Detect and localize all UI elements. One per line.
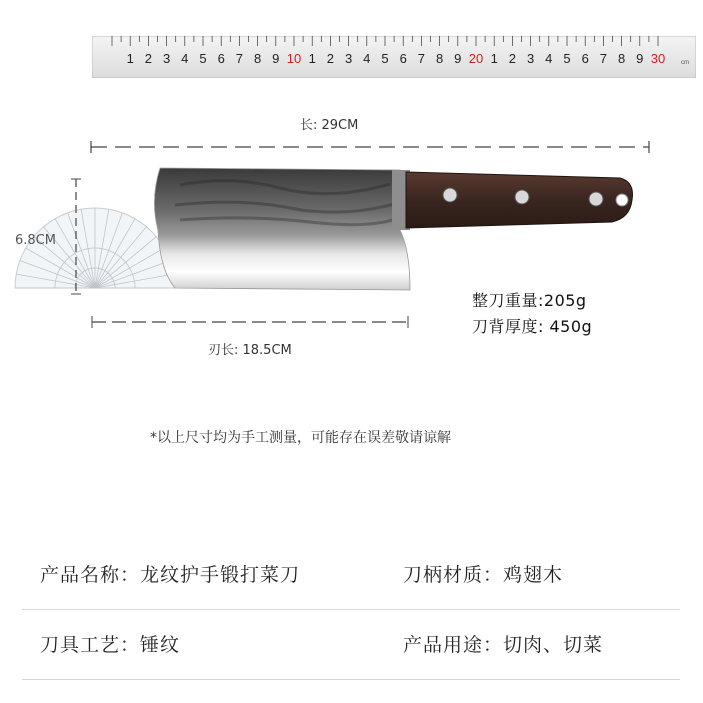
width-label: 6.8CM — [15, 233, 56, 248]
width-dimension-line — [70, 176, 82, 298]
svg-text:cm: cm — [681, 60, 689, 66]
ruler-number: 3 — [344, 51, 353, 66]
ruler-number: 4 — [545, 51, 553, 66]
ruler-number: 7 — [417, 51, 426, 66]
usage: 产品用途：切肉、切菜 — [403, 634, 604, 656]
ruler-number: 3 — [162, 51, 171, 66]
ruler-number: 6 — [399, 51, 407, 66]
ruler-number: 3 — [526, 51, 535, 66]
ruler-number: 6 — [217, 51, 225, 66]
ruler-number: 5 — [199, 51, 207, 66]
ruler-number: 20 — [468, 51, 484, 66]
thickness-spec: 刀背厚度: 450g — [472, 317, 593, 336]
ruler-number: 2 — [144, 51, 153, 66]
craft: 刀具工艺：锤纹 — [40, 634, 181, 656]
ruler-number: 2 — [326, 51, 335, 66]
knife-image — [120, 160, 645, 300]
ruler-number: 8 — [435, 51, 444, 66]
ruler-number: 9 — [636, 51, 644, 66]
ruler-number: 4 — [363, 51, 371, 66]
handle-material: 刀柄材质：鸡翅木 — [403, 564, 564, 586]
ruler-number: 9 — [272, 51, 280, 66]
ruler-number: 8 — [617, 51, 626, 66]
ruler-number: 7 — [235, 51, 244, 66]
ruler-number: 9 — [454, 51, 462, 66]
ruler-number: 7 — [599, 51, 608, 66]
ruler-number: 5 — [381, 51, 389, 66]
ruler-image — [92, 36, 696, 78]
divider — [22, 679, 680, 680]
divider — [22, 609, 680, 610]
ruler-number: 1 — [490, 51, 498, 66]
ruler-number: 1 — [126, 51, 134, 66]
length-label: 长: 29CM — [300, 118, 359, 133]
ruler-number: 6 — [581, 51, 589, 66]
ruler-number: 5 — [563, 51, 571, 66]
measurement-note: *以上尺寸均为手工测量，可能存在误差敬请谅解 — [150, 430, 451, 446]
ruler-number: 10 — [286, 51, 302, 66]
ruler-number: 30 — [650, 51, 666, 66]
blade-length-dimension-line — [88, 315, 413, 329]
ruler-number: 2 — [508, 51, 517, 66]
ruler-number: 8 — [253, 51, 262, 66]
length-dimension-line — [85, 140, 655, 154]
product-name: 产品名称：龙纹护手锻打菜刀 — [40, 564, 301, 586]
ruler-number: 1 — [308, 51, 316, 66]
weight-spec: 整刀重量:205g — [472, 291, 587, 310]
blade-length-label: 刃长: 18.5CM — [208, 343, 292, 358]
ruler-number: 4 — [181, 51, 189, 66]
